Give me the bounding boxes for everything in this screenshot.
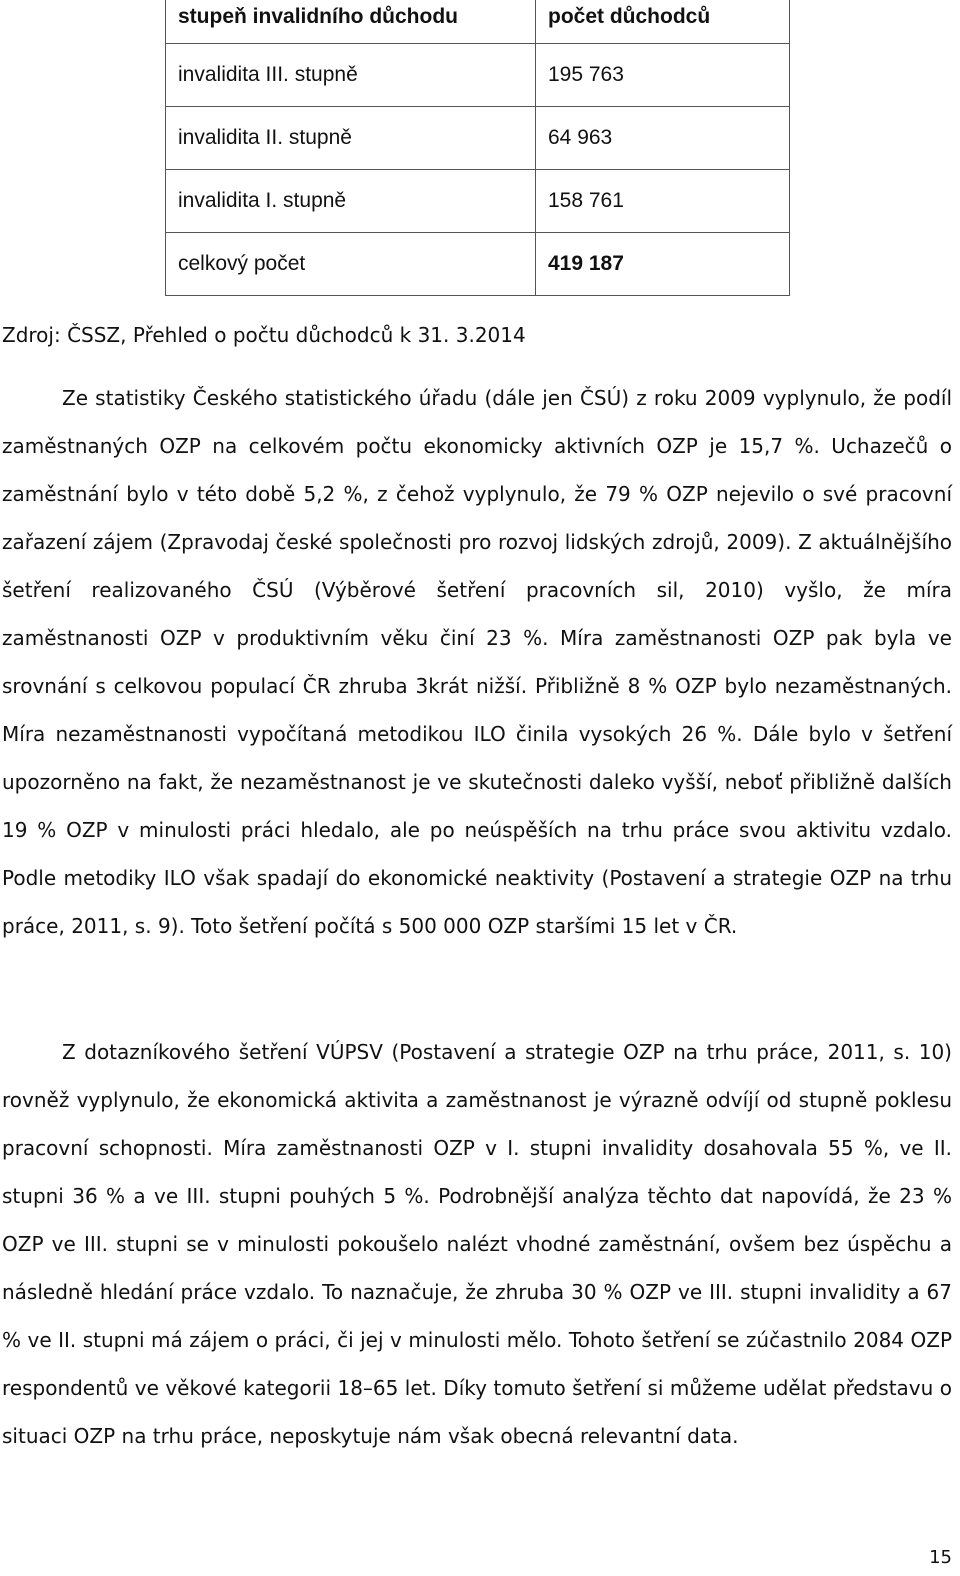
table-row [166,170,790,233]
table-cell: invalidita I. stupně [166,170,536,233]
table-cell: 64 963 [536,107,790,170]
paragraph: Ze statistiky Českého statistického úřadu (dále jen ČSÚ) z roku 2009 vyplynulo, že podíl zaměstnaných OZP na celkovém počtu ekonomicky aktivních OZP je 15,7 %. Uchazečů o zaměstnání bylo v této době 5,2 %, z čehož vyplynulo, že 79 % OZP nejevilo o své pracovní zařazení zájem (Zpravodaj české společnosti pro rozvoj lidských zdrojů, 2009). Z aktuálnějšího šetření realizovaného ČSÚ (Výběrové šetření pracovních sil, 2010) vyšlo, že míra zaměstnanosti OZP v produktivním věku činí 23 %. Míra zaměstnanosti OZP pak byla ve srovnání s celkovou populací ČR zhruba 3krát nižší. Přibližně 8 % OZP bylo nezaměstnaných. Míra nezaměstnanosti vypočítaná metodikou ILO činila vysokých 26 %. Dále bylo v šetření upozorněno na fakt, že nezaměstnanost je ve skutečnosti daleko vyšší, neboť přibližně dalších 19 % OZP v minulosti práci hledalo, ale po neúspěších na trhu práce svou aktivitu vzdalo. Podle metodiky ILO však spadají do ekonomické neaktivity (Postavení a strategie OZP na trhu práce, 2011, s. 9). Toto šetření počítá s 500 000 OZP staršími 15 let v ČR. [2,386,952,938]
table-header-cell: počet důchodců [536,0,790,44]
table-cell: invalidita III. stupně [166,44,536,107]
table-row [166,44,790,107]
table-row-total [166,233,790,296]
paragraph: Z dotazníkového šetření VÚPSV (Postavení a strategie OZP na trhu práce, 2011, s. 10) rovněž vyplynulo, že ekonomická aktivita a zaměstnanost je výrazně odvíjí od stupně poklesu pracovní schopnosti. Míra zaměstnanosti OZP v I. stupni invalidity dosahovala 55 %, ve II. stupni 36 % a ve III. stupni pouhých 5 %. Podrobnější analýza těchto dat napovídá, že 23 % OZP ve III. stupni se v minulosti pokoušelo nalézt vhodné zaměstnání, ovšem bez úspěchu a následně hledání práce vzdalo. To naznačuje, že zhruba 30 % OZP ve III. stupni invalidity a 67 % ve II. stupni má zájem o práci, či jej v minulosti mělo. Tohoto šetření se zúčastnilo 2084 OZP respondentů ve věkové kategorii 18–65 let. Díky tomuto šetření si můžeme udělat představu o situaci OZP na trhu práce, neposkytuje nám však obecná relevantní data. [2,1040,952,1448]
table-source-note: Zdroj: ČSSZ, Přehled o počtu důchodců k 31. 3.2014 [2,323,526,347]
table-cell-total: 419 187 [536,233,790,296]
table-cell: 195 763 [536,44,790,107]
table-cell: 158 761 [536,170,790,233]
table-header-row [166,0,790,44]
page-number: 15 [929,1547,952,1568]
table-cell: celkový počet [166,233,536,296]
table-cell: invalidita II. stupně [166,107,536,170]
invalidity-pensions-table [165,0,790,296]
table-row [166,107,790,170]
table-header-cell: stupeň invalidního důchodu [166,0,536,44]
